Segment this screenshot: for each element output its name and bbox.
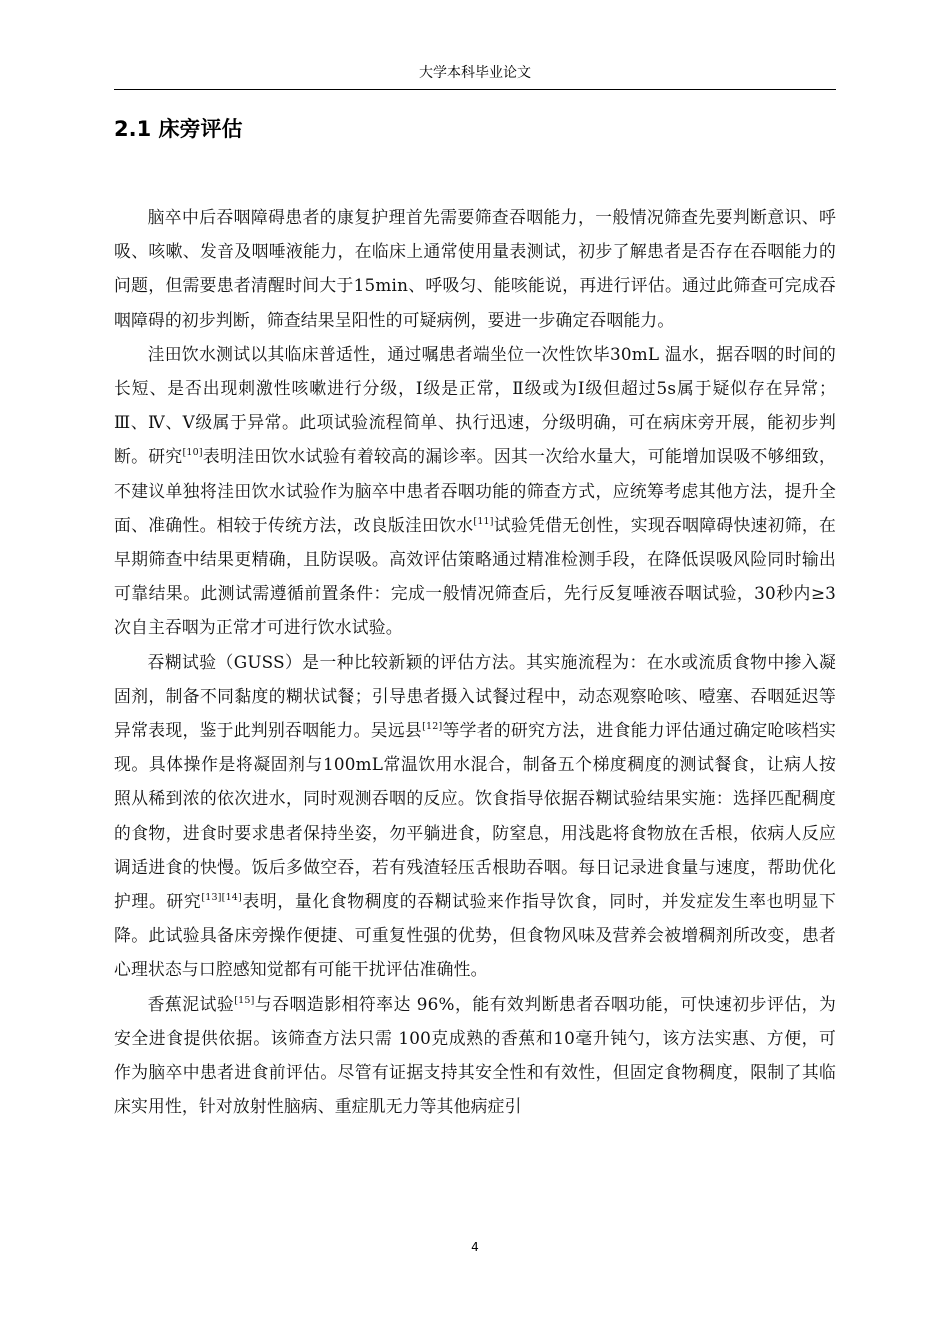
paragraph-banana-puree-test — [114, 987, 836, 1124]
section-heading: 2.1 床旁评估 — [114, 117, 243, 141]
text-run: 香蕉泥试验 — [147, 993, 235, 1014]
text-run: 洼田饮水测试以其临床普适性，通过嘱患者端坐位一次性饮毕30mL 温水，据吞咽的时间的长短、是否出现刺激性咳嗽进行分级，Ⅰ级是正常，Ⅱ级或为Ⅰ级但超过5s属于疑似存在异常；Ⅲ、Ⅳ、Ⅴ级属于异常。此项试验流程简单、执行迅速，分级明确，可在病床旁开展，能初步判断。研究 — [114, 343, 836, 467]
text-run: 与吞咽造影相符率达 96%，能有效判断患者吞咽功能，可快速初步评估，为安全进食提供依据。该筛查方法只需 100克成熟的香蕉和10毫升钝勺，该方法实惠、方便，可作为脑卒中患者进食前评估。尽管有证据支持其安全性和有效性，但固定食物稠度，限制了其临床实用性，针对放射性脑病、重症肌无力等其他病症引 — [114, 993, 836, 1117]
citation-mark: [12] — [422, 721, 443, 733]
paragraph-water-swallow-test — [114, 337, 836, 645]
page-number: 4 — [471, 1240, 479, 1254]
text-run: 试验凭借无创性，实现吞咽障碍快速初筛，在早期筛查中结果更精确，且防误吸。高效评估策略通过精准检测手段，在降低误吸风险同时输出可靠结果。此测试需遵循前置条件：完成一般情况筛查后，先行反复唾液吞咽试验，30秒内≥3次自主吞咽为正常才可进行饮水试验。 — [114, 514, 836, 638]
text-run: 表明，量化食物稠度的吞糊试验来作指导饮食，同时，并发症发生率也明显下降。此试验具备床旁操作便捷、可重复性强的优势，但食物风味及营养会被增稠剂所改变，患者心理状态与口腔感知觉都有可能干扰评估准确性。 — [114, 891, 836, 980]
citation-mark: [13][14] — [201, 892, 242, 904]
paragraph-guss-test — [114, 645, 836, 987]
text-run: 表明洼田饮水试验有着较高的漏诊率。因其一次给水量大，可能增加误吸不够细致，不建议单独将洼田饮水试验作为脑卒中患者吞咽功能的筛查方式，应统筹考虑其他方法，提升全面、准确性。相较于传统方法，改良版洼田饮水 — [114, 446, 836, 535]
text-run: 脑卒中后吞咽障碍患者的康复护理首先需要筛查吞咽能力，一般情况筛查先要判断意识、呼吸、咳嗽、发音及咽唾液能力，在临床上通常使用量表测试，初步了解患者是否存在吞咽能力的问题，但需要患者清醒时间大于15min、呼吸匀、能咳能说，再进行评估。通过此筛查可完成吞咽障碍的初步判断，筛查结果呈阳性的可疑病例，要进一步确定吞咽能力。 — [114, 207, 836, 330]
citation-mark: [11] — [473, 515, 494, 527]
paragraph-screening — [114, 200, 836, 337]
running-header-title: 大学本科毕业论文 — [419, 65, 531, 81]
body-text — [114, 200, 836, 1123]
citation-mark: [10] — [182, 447, 203, 459]
header-rule — [114, 89, 836, 90]
text-run: 等学者的研究方法，进食能力评估通过确定呛咳档实现。具体操作是将凝固剂与100mL常温饮用水混合，制备五个梯度稠度的测试餐食，让病人按照从稀到浓的依次进水，同时观测吞咽的反应。饮食指导依据吞糊试验结果实施：选择匹配稠度的食物，进食时要求患者保持坐姿，勿平躺进食，防窒息，用浅匙将食物放在舌根，依病人反应调适进食的快慢。饭后多做空吞，若有残渣轻压舌根助吞咽。每日记录进食量与速度，帮助优化护理。研究 — [114, 720, 836, 912]
text-run: 吞糊试验（GUSS）是一种比较新颖的评估方法。其实施流程为：在水或流质食物中掺入凝固剂，制备不同黏度的糊状试餐；引导患者摄入试餐过程中，动态观察呛咳、噎塞、吞咽延迟等异常表现，鉴于此判别吞咽能力。吴远县 — [114, 651, 836, 741]
citation-mark: [15] — [234, 994, 255, 1006]
